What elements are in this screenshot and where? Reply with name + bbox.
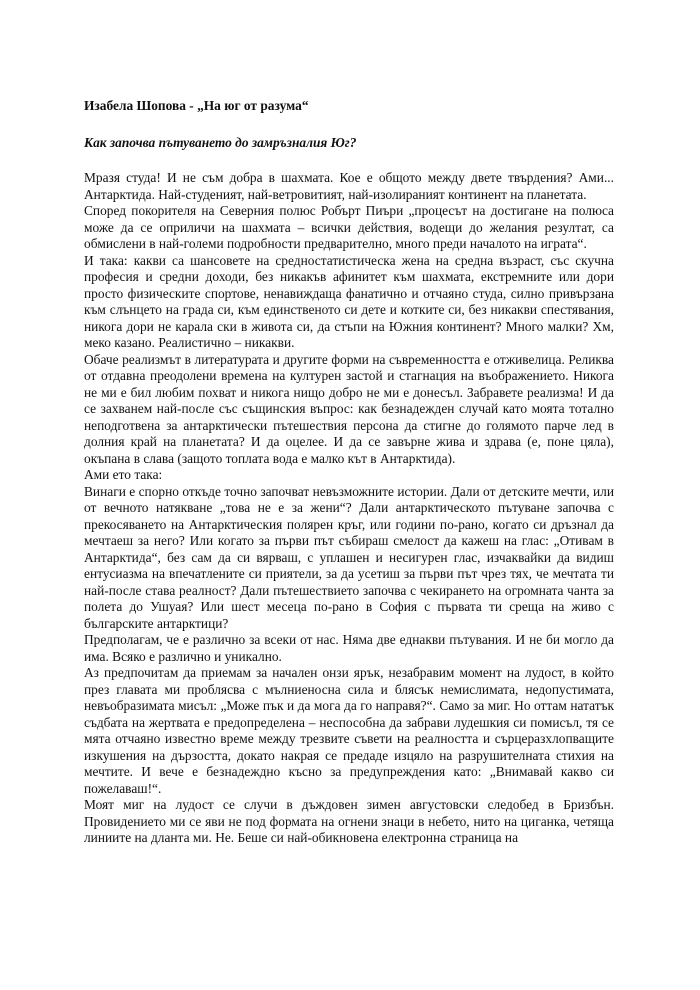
- paragraph: Винаги е спорно откъде точно започват невъзможните истории. Дали от детските мечти, или от вечното натякване „това не е за жени“? Дали антарктическото пътуване започва с прекосяването на Антарктическия полярен кръг, или години по-рано, когато си дръзнал да мечтаеш за него? Или когато за първи път събираш смелост да кажеш на глас: „Отивам в Антарктида“, без сам да си вярваш, с уплашен и несигурен глас, изчаквайки да видиш ентусиазма на впечатлените си приятели, за да усетиш за първи път чрез тях, че мечтата ти най-после става реалност? Дали пътешествието започва с чекирането на огромната чанта за полета до Ушуая? Или шест месеца по-рано в София с първата ти среща на живо с българските антарктици?: [84, 483, 614, 631]
- document-subtitle: Как започва пътуването до замръзналия Юг?: [84, 134, 357, 150]
- document-body: [84, 170, 614, 847]
- paragraph: Мразя студа! И не съм добра в шахмата. Кое е общото между двете твърдения? Ами... Антарктида. Най-студеният, най-ветровитият, най-изолираният континент на планетата.: [84, 170, 614, 202]
- paragraph: Обаче реализмът в литературата и другите форми на съвременността е отживелица. Реликва от отдавна преодолени времена на културен застой и стагнация на въображението. Никога не ми е бил любим похват и никога нищо добро не ми е донесъл. Забравете реализма! И да се захванем най-после със същинския въпрос: как безнадежден случай като моята тотално неподготвена за антарктически пътешествия персона да стигне до голямото парче лед в долния край на планетата? И да оцелее. И да се завърне жива и здрава (е, поне цяла), окъпана в слава (защото топлата вода е малко кът в Антарктида).: [84, 351, 614, 466]
- paragraph: Аз предпочитам да приемам за начален онзи ярък, незабравим момент на лудост, в който през главата ми проблясва с мълниеносна сила и блясък немислимата, недопустимата, невъобразимата мисъл: „Може пък и да мога да го направя?“. Само за миг. Но оттам нататък съдбата на жертвата е предопределена – неспособна да забрави лудешкия си помисъл, тя се мята отчаяно известно време между трезвите съвети на реалността и сърцеразхлопващите изкушения на дързостта, докато накрая се предаде изцяло на разрушителната стихия на мечтите. И вече е безнадеждно късно за предупреждения като: „Внимавай какво си пожелаваш!“.: [84, 665, 614, 796]
- paragraph: Ами ето така:: [84, 467, 163, 482]
- paragraph: И така: какви са шансовете на средностатистическа жена на средна възраст, със скучна професия и средни доходи, без никакъв афинитет към шахмата, екстремните или дори просто физическите спортове, ненавиждаща фанатично и отчаяно студа, силно привързана към слънцето на града си, към единственото си дете и котките си, без никакви спестявания, никога дори не карала ски в живота си, да стъпи на Южния континент? Много малки? Хм, меко казано. Реалистично – никакви.: [84, 252, 614, 350]
- paragraph: Предполагам, че е различно за всеки от нас. Няма две еднакви пътувания. И не би могло да има. Всяко е различно и уникално.: [84, 632, 614, 664]
- document-title: Изабела Шопова - „На юг от разума“: [84, 98, 309, 113]
- paragraph: Според покорителя на Северния полюс Робърт Пиъри „процесът на достигане на полюса може да се оприличи на шахмата – всички действия, водещи до желания резултат, са обмислени в най-големи подробности предварително, много преди началото на играта“.: [84, 203, 614, 251]
- paragraph: Моят миг на лудост се случи в дъждовен зимен августовски следобед в Бризбън. Провидението ми се яви не под формата на огнени знаци в небето, нито на циганка, четяща линиите на дланта ми. Не. Беше си най-обикновена електронна страница на: [84, 797, 614, 845]
- document-content: [84, 98, 614, 847]
